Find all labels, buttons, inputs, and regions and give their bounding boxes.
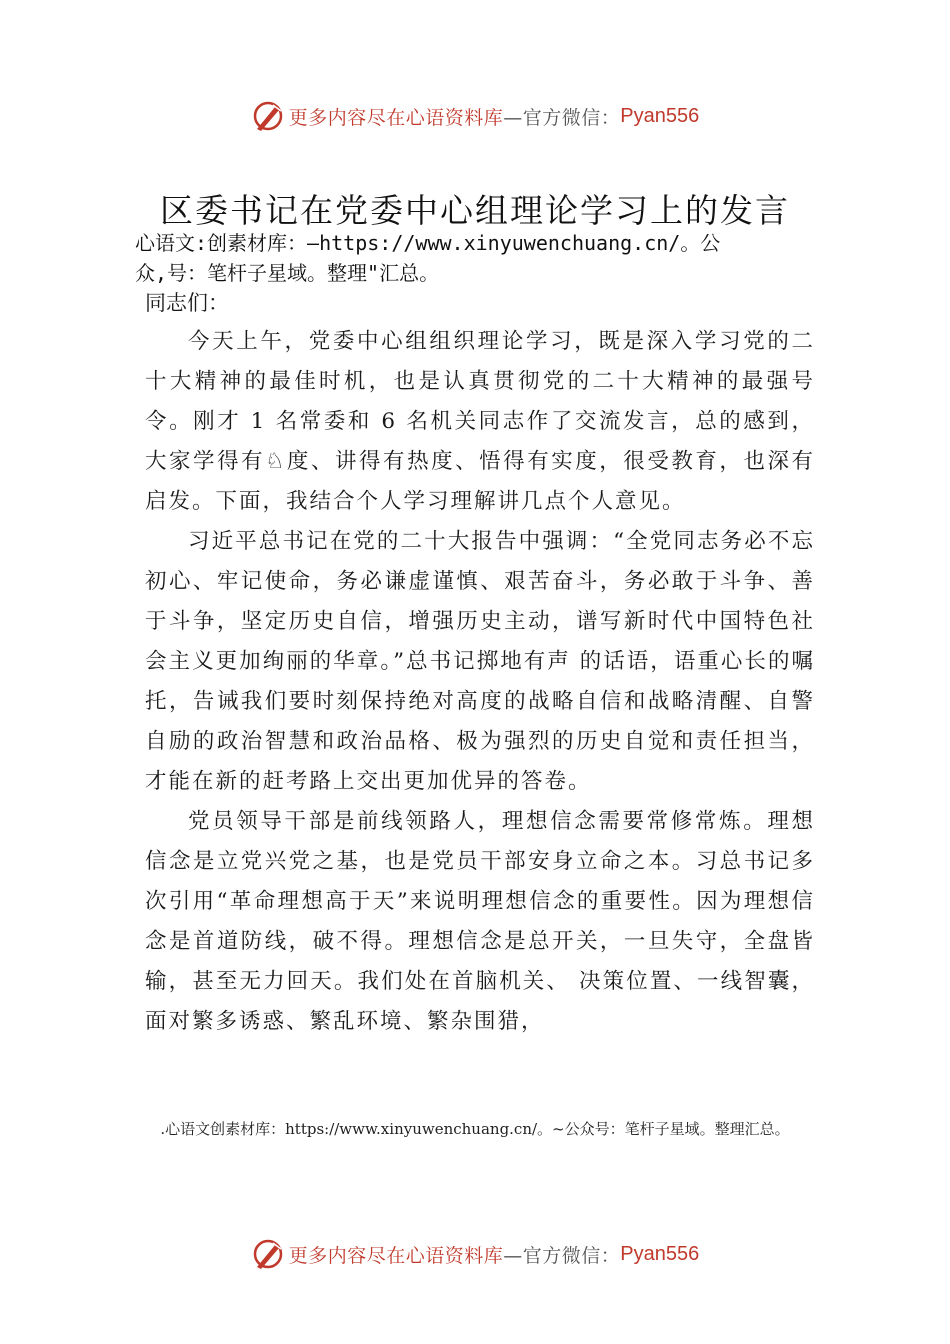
banner-contact: —官方微信：	[503, 106, 621, 129]
document-title: 区委书记在党委中心组理论学习上的发言	[160, 191, 790, 230]
paragraph-1: 今天上午，党委中心组组织理论学习，既是深入学习党的二十大精神的最佳时机，也是认真贯彻党的二十大精神的最强号令。刚才 1 名常委和 6 名机关同志作了交流发言，总的感到，大家学得有♘度、讲得有热度、悟得有实度，很受教育，也深有启发。下面，我结合个人学习理解讲几点个人意见。	[145, 329, 815, 514]
banner-handle: Pyan556	[620, 104, 700, 127]
source-line-2: 众,号：笔杆子星域。整理"汇总。	[135, 261, 440, 285]
paragraph-2: 习近平总书记在党的二十大报告中强调：“全党同志务必不忘初心、牢记使命，务必谦虚谨慎、艰苦奋斗，务必敢于斗争、善于斗争，坚定历史自信，增强历史主动，谱写新时代中国特色社会主义更加绚丽的华章。”总书记掷地有声 的话语，语重心长的嘱托，告诫我们要时刻保持绝对高度的战略自信和战略清醒、自警自励的政治智慧和政治品格、极为强烈的历史自觉和责任担当，才能在新的赶考路上交出更加优异的答卷。	[145, 529, 815, 794]
greeting: 同志们：	[145, 291, 229, 315]
banner-contact: —官方微信：	[503, 1244, 621, 1267]
source-line-1: 心语文:创素材库：—https://www.xinyuwenchuang.cn/。公	[135, 231, 721, 255]
bottom-banner	[0, 1234, 950, 1274]
banner-handle: Pyan556	[620, 1242, 700, 1265]
top-banner	[0, 96, 950, 136]
banner-brand: 更多内容尽在心语资料库	[288, 1244, 504, 1267]
footer-source-line: .心语文创素材库：https://www.xinyuwenchuang.cn/。~公众号：笔杆子星域。整理汇总。	[160, 1120, 790, 1138]
pen-logo-icon	[251, 99, 285, 133]
banner-brand: 更多内容尽在心语资料库	[288, 106, 504, 129]
paragraph-3: 党员领导干部是前线领路人，理想信念需要常修常炼。理想信念是立党兴党之基，也是党员干部安身立命之本。习总书记多次引用“革命理想高于天”来说明理想信念的重要性。因为理想信念是首道防线，破不得。理想信念是总开关，一旦失守，全盘皆输，甚至无力回天。我们处在首脑机关、 决策位置、一线智囊，面对繁多诱惑、繁乱环境、繁杂围猎，	[145, 809, 815, 1034]
document-body	[145, 322, 815, 1042]
pen-logo-icon	[251, 1237, 285, 1271]
